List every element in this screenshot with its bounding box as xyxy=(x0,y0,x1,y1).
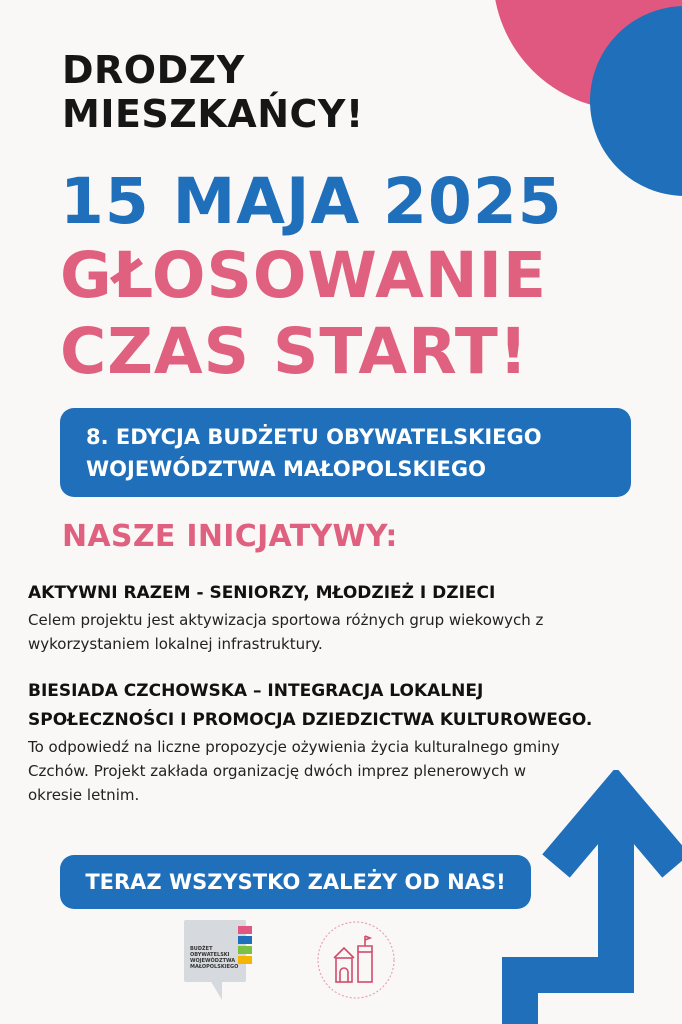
call-to-action-banner: TERAZ WSZYSTKO ZALEŻY OD NAS! xyxy=(60,855,531,909)
initiative-2-title-line-1: BIESIADA CZCHOWSKA – INTEGRACJA LOKALNEJ xyxy=(28,681,484,701)
budget-logo-icon xyxy=(184,920,252,1002)
headline-line-2: CZAS START! xyxy=(60,315,529,388)
budget-logo-line: WOJEWÓDZTWA xyxy=(190,958,236,964)
initiative-2-title-line-2: SPOŁECZNOŚCI I PROMOCJA DZIEDZICTWA KULTUROWEGO. xyxy=(28,710,593,730)
municipal-seal-icon xyxy=(314,918,398,1002)
initiative-1 xyxy=(28,579,668,656)
edition-line-1: 8. EDYCJA BUDŻETU OBYWATELSKIEGO xyxy=(86,425,542,449)
description-line: wykorzystaniem lokalnej infrastruktury. xyxy=(28,635,323,653)
description-line: To odpowiedź na liczne propozycje ożywienia życia kulturalnego gminy xyxy=(28,738,560,756)
description-line: Celem projektu jest aktywizacja sportowa różnych grup wiekowych z xyxy=(28,611,544,629)
description-line: okresie letnim. xyxy=(28,786,140,804)
greeting-line-2: MIESZKAŃCY! xyxy=(62,92,364,136)
vote-date: 15 MAJA 2025 xyxy=(60,165,563,238)
headline xyxy=(60,238,547,390)
description-line: Czchów. Projekt zakłada organizację dwóch imprez plenerowych w xyxy=(28,762,526,780)
initiative-1-title: AKTYWNI RAZEM - SENIORZY, MŁODZIEŻ I DZIECI xyxy=(28,583,496,603)
headline-line-1: GŁOSOWANIE xyxy=(60,239,548,312)
budget-logo-line: BUDŻET xyxy=(190,946,213,952)
budget-logo-line: OBYWATELSKI xyxy=(190,952,230,958)
budget-logo-line: MAŁOPOLSKIEGO xyxy=(190,964,239,970)
greeting xyxy=(62,48,364,136)
initiatives-heading: NASZE INICJATYWY: xyxy=(62,519,398,554)
edition-banner xyxy=(60,408,631,497)
edition-line-2: WOJEWÓDZTWA MAŁOPOLSKIEGO xyxy=(86,457,486,481)
initiative-1-description xyxy=(28,608,668,656)
greeting-line-1: DRODZY xyxy=(62,48,245,92)
